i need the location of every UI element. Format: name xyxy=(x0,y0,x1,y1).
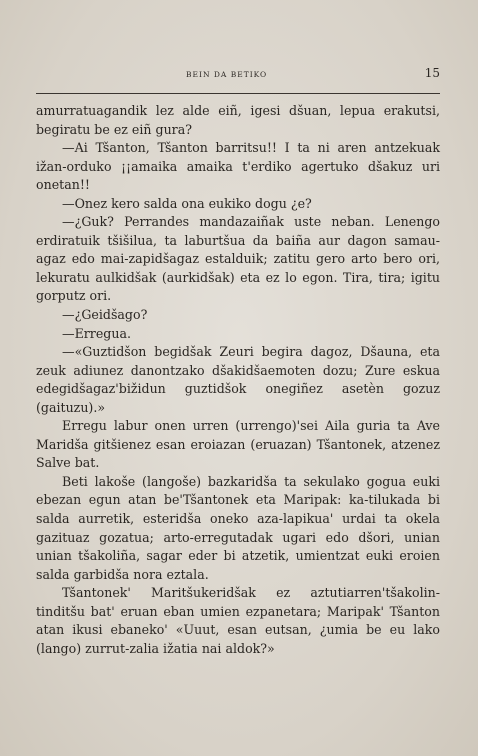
paragraph: —¿Guk? Perrandes mandazaiñak uste neban. Lenengo erdiratuik tšišilua, ta laburtšua da baiña aur dagon samau-agaz edo mai-zapidšagaz estalduik; zatitu gero arto bero ori, lekuratu aulkidšak (aurkidšak) eta ez lo egon. Tira, tira; igitu gorputz ori. xyxy=(36,214,440,304)
running-title: BEIN DA BETIKO xyxy=(186,70,268,79)
paragraph: Tšantonek' Maritšukeridšak ez aztutiarren'tšakolin-tinditšu bat' eruan eban umien ezpanetara; Maripak' Tšanton atan ikusi ebaneko' «Uuut, esan eutsan, ¿umia be eu lako (lango) zurrut-zalia ižatia nai aldok?» xyxy=(36,585,440,656)
body-text xyxy=(36,102,440,658)
paragraph: Beti lakoše (langoše) bazkaridša ta sekulako gogua euki ebezan egun atan be'Tšantonek eta Maripak: ka-tilukada bi salda aurretik, esteridša oneko aza-lapikua' urdai ta okela gazituaz gozatua; arto-erregutadak ugari edo dšori, unian unian tšakoliña, sagar eder bi atzetik, umientzat euki eroien salda garbidša nora eztala. xyxy=(36,473,440,582)
page-number: 15 xyxy=(424,66,440,80)
paragraph: Erregu labur onen urren (urrengo)'sei Aila guria ta Ave Maridša gitšienez esan eroiazan (eruazan) Tšantonek, atzenez Salve bat. xyxy=(36,418,440,471)
page-header xyxy=(36,66,440,84)
paragraph: —Ai Tšanton, Tšanton barritsu!! I ta ni aren antzekuak ižan-orduko ¡¡amaika amaika t'erdiko agertuko dšakuz uri onetan!! xyxy=(36,140,440,193)
paragraph: —¿Geidšago? xyxy=(62,307,148,323)
paragraph: amurratuagandik lez alde eiñ, igesi dšuan, lepua erakutsi, begiratu be ez eiñ gura? xyxy=(36,103,440,137)
header-rule xyxy=(36,93,440,94)
paragraph: —Onez kero salda ona eukiko dogu ¿e? xyxy=(62,195,312,211)
paragraph: —«Guztidšon begidšak Zeuri begira dagoz, Dšauna, eta zeuk adiunez danontzako dšakidšaemoten dozu; Zure eskua edegidšagaz'bižidun guztidšok onegiñez asetèn gozuz (gaituzu).» xyxy=(36,344,440,415)
paragraph: —Erregua. xyxy=(62,325,131,341)
